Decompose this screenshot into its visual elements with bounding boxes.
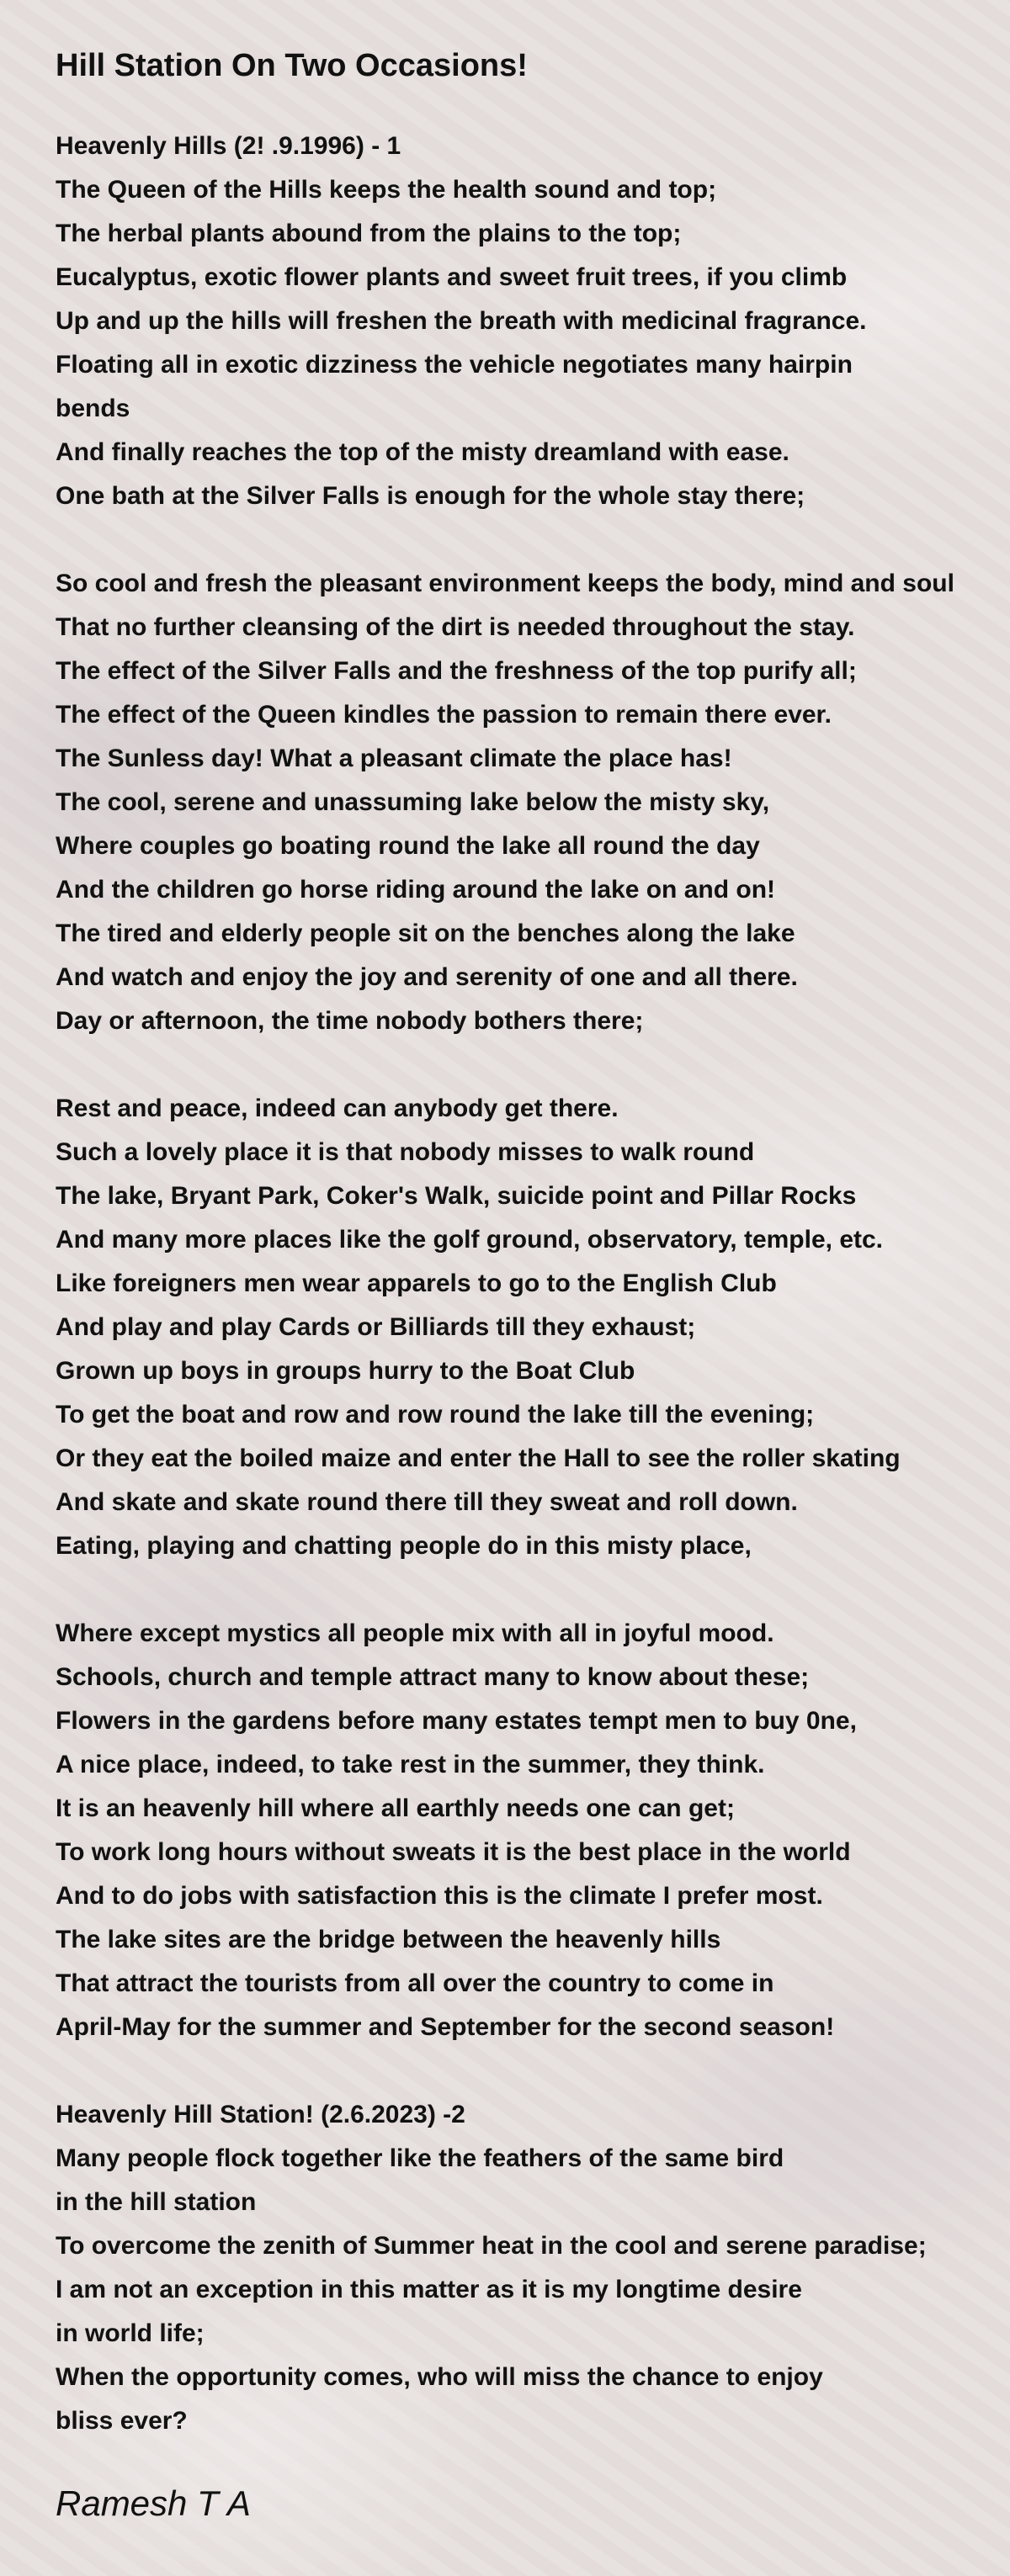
- poem-line: That no further cleansing of the dirt is needed throughout the stay.: [56, 613, 855, 641]
- stanza-spacer: [56, 1043, 1010, 1087]
- poem-line: The lake sites are the bridge between the heavenly hills: [56, 1926, 721, 1953]
- poem-line: in world life;: [56, 2319, 205, 2347]
- poem-body: [56, 125, 1010, 2443]
- poem-line: To work long hours without sweats it is the best place in the world: [56, 1838, 851, 1866]
- poem-line: April-May for the summer and September for the second season!: [56, 2013, 835, 2041]
- poem-line: A nice place, indeed, to take rest in the summer, they think.: [56, 1751, 765, 1778]
- poem-stanza: [56, 1087, 1010, 1568]
- poem-line: And finally reaches the top of the misty dreamland with ease.: [56, 438, 789, 466]
- poem-line: in the hill station: [56, 2188, 257, 2216]
- poem-line: Where couples go boating round the lake all round the day: [56, 832, 760, 860]
- poem-line: The effect of the Silver Falls and the freshness of the top purify all;: [56, 657, 857, 685]
- title-spacer: [56, 89, 1010, 125]
- poem-line: Grown up boys in groups hurry to the Boat Club: [56, 1357, 635, 1385]
- poem-line: So cool and fresh the pleasant environment keeps the body, mind and soul: [56, 570, 954, 597]
- poem-line: When the opportunity comes, who will miss the chance to enjoy: [56, 2363, 823, 2391]
- stanza-spacer: [56, 1568, 1010, 1612]
- poem-line: The Sunless day! What a pleasant climate the place has!: [56, 745, 732, 772]
- poem-stanza: [56, 125, 1010, 518]
- poem-author: Ramesh T A: [56, 2483, 251, 2523]
- poem-stanza: [56, 2093, 1010, 2443]
- poem-line: And play and play Cards or Billiards till they exhaust;: [56, 1313, 696, 1341]
- poem-line: Such a lovely place it is that nobody misses to walk round: [56, 1138, 755, 1166]
- poem-line: Like foreigners men wear apparels to go to the English Club: [56, 1269, 777, 1297]
- poem-line: Day or afternoon, the time nobody bothers there;: [56, 1007, 644, 1035]
- poem-line: Flowers in the gardens before many estates tempt men to buy 0ne,: [56, 1707, 857, 1735]
- poem-line: bliss ever?: [56, 2407, 188, 2435]
- poem-line: The Queen of the Hills keeps the health sound and top;: [56, 176, 717, 204]
- poem-line: And skate and skate round there till they sweat and roll down.: [56, 1488, 798, 1516]
- poem-line: Or they eat the boiled maize and enter the Hall to see the roller skating: [56, 1444, 901, 1472]
- stanza-spacer: [56, 518, 1010, 562]
- poem-line: I am not an exception in this matter as it is my longtime desire: [56, 2276, 802, 2303]
- poem-title: Hill Station On Two Occasions!: [56, 48, 528, 83]
- poem-line: To get the boat and row and row round the lake till the evening;: [56, 1401, 815, 1428]
- poem-line: Up and up the hills will freshen the breath with medicinal fragrance.: [56, 307, 867, 335]
- poem-line: Eating, playing and chatting people do in this misty place,: [56, 1532, 752, 1560]
- poem-line: bends: [56, 395, 130, 422]
- poem-line: Heavenly Hills (2! .9.1996) - 1: [56, 132, 401, 160]
- poem-line: One bath at the Silver Falls is enough for the whole stay there;: [56, 482, 805, 510]
- poem-stanza: [56, 1612, 1010, 2049]
- poem-line: Many people flock together like the feathers of the same bird: [56, 2144, 784, 2172]
- poem-line: Rest and peace, indeed can anybody get there.: [56, 1095, 619, 1122]
- poem-line: And many more places like the golf ground, observatory, temple, etc.: [56, 1226, 884, 1254]
- poem-line: It is an heavenly hill where all earthly needs one can get;: [56, 1794, 735, 1822]
- stanza-spacer: [56, 2049, 1010, 2093]
- poem-line: That attract the tourists from all over the country to come in: [56, 1969, 774, 1997]
- poem-line: To overcome the zenith of Summer heat in the cool and serene paradise;: [56, 2232, 927, 2260]
- poem-line: Where except mystics all people mix with all in joyful mood.: [56, 1619, 774, 1647]
- poem-line: Heavenly Hill Station! (2.6.2023) -2: [56, 2101, 465, 2128]
- poem-line: Floating all in exotic dizziness the vehicle negotiates many hairpin: [56, 351, 853, 379]
- poem-container: [56, 42, 1010, 2527]
- author-spacer: [56, 2443, 1010, 2480]
- poem-line: And the children go horse riding around the lake on and on!: [56, 876, 776, 904]
- poem-line: The herbal plants abound from the plains to the top;: [56, 220, 682, 247]
- poem-line: The lake, Bryant Park, Coker's Walk, suicide point and Pillar Rocks: [56, 1182, 857, 1210]
- poem-line: Schools, church and temple attract many to know about these;: [56, 1663, 810, 1691]
- poem-line: The cool, serene and unassuming lake below the misty sky,: [56, 788, 770, 816]
- poem-line: The effect of the Queen kindles the passion to remain there ever.: [56, 701, 832, 729]
- poem-stanza: [56, 562, 1010, 1043]
- poem-line: And watch and enjoy the joy and serenity of one and all there.: [56, 963, 798, 991]
- poem-line: The tired and elderly people sit on the benches along the lake: [56, 920, 795, 947]
- poem-line: Eucalyptus, exotic flower plants and sweet fruit trees, if you climb: [56, 263, 848, 291]
- poem-line: And to do jobs with satisfaction this is the climate I prefer most.: [56, 1882, 823, 1910]
